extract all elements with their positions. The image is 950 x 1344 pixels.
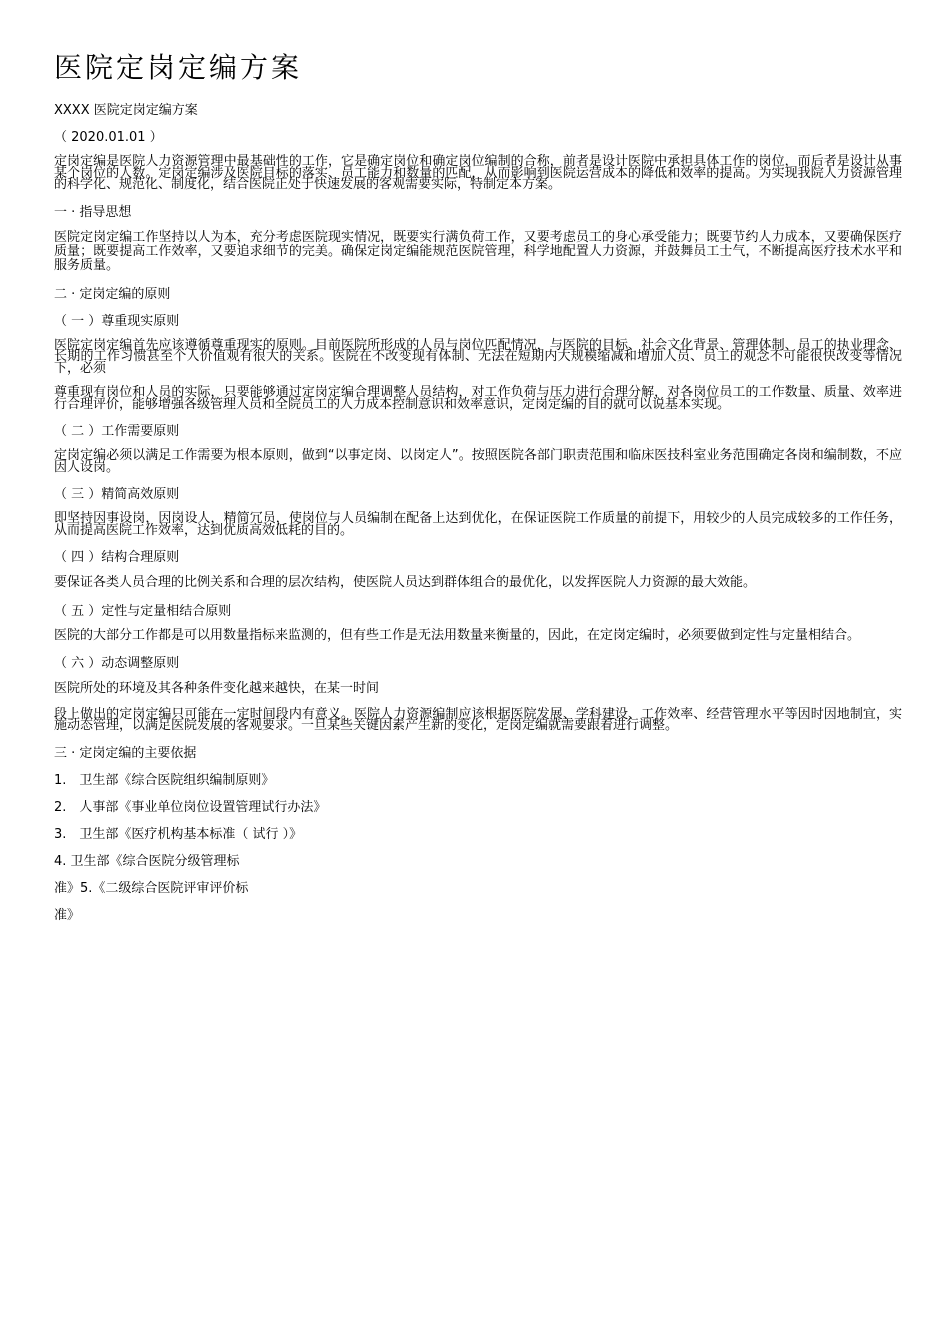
- principle-heading-respect-reality: （ 一 ）尊重现实原则: [54, 313, 180, 329]
- guiding-ideology-paragraph: 医院定岗定编工作坚持以人为本，充分考虑医院现实情况，既要实行满负荷工作，又要考虑员工的身心承受能力；既要节约人力成本，又要确保医疗质量；既要提高工作效率，又要追求细节的完美。确保定岗定编能规范医院管理，科学地配置人力资源，并鼓舞员工士气，不断提高医疗技术水平和服务质量。: [54, 229, 902, 273]
- principle-heading-qualitative-quantitative: （ 五 ）定性与定量相结合原则: [54, 604, 232, 619]
- structure-paragraph: 要保证各类人员合理的比例关系和合理的层次结构，使医院人员达到群体组合的最优化，以发挥医院人力资源的最大效能。: [54, 575, 757, 590]
- basis-item-3: 3. 卫生部《医疗机构基本标准（ 试行 ）》: [54, 826, 303, 842]
- basis-item-2: 2. 人事部《事业单位岗位设置管理试行办法》: [54, 799, 327, 815]
- principle-heading-efficiency: （ 三 ）精简高效原则: [54, 487, 180, 502]
- qualitative-quantitative-paragraph: 医院的大部分工作都是可以用数量指标来监测的，但有些工作是无法用数量来衡量的，因此，在定岗定编时，必须要做到定性与定量相结合。: [54, 628, 861, 643]
- document-title: 医院定岗定编方案: [54, 51, 303, 84]
- respect-reality-paragraph-2: 尊重现有岗位和人员的实际，只要能够通过定岗定编合理调整人员结构，对工作负荷与压力进行合理分解，对各岗位员工的工作数量、质量、效率进行合理评价，能够增强各级管理人员和全院员工的人力成本控制意识和效率意识，定岗定编的目的就可以说基本实现。: [54, 385, 902, 412]
- section-heading-principles: 二 · 定岗定编的原则: [54, 286, 171, 302]
- work-needs-paragraph: 定岗定编必须以满足工作需要为根本原则，做到“以事定岗、以岗定人”。按照医院各部门职责范围和临床医技科室业务范围确定各岗和编制数，不应因人设岗。: [54, 448, 902, 475]
- dynamic-paragraph-1: 医院所处的环境及其各种条件变化越来越快，在某一时间: [54, 680, 380, 696]
- basis-item-4: 4. 卫生部《综合医院分级管理标: [54, 853, 240, 869]
- document-date: （ 2020.01.01 ）: [54, 130, 163, 145]
- respect-reality-paragraph-1: 医院定岗定编首先应该遵循尊重现实的原则。目前医院所形成的人员与岗位匹配情况，与医院的目标、社会文化背景、管理体制、员工的执业理念、长期的工作习惯甚至个人价值观有很大的关系。医院在不改变现有体制、无法在短期内大规模缩减和增加人员、员工的观念不可能很快改变等情况下，必须: [54, 337, 902, 376]
- section-heading-guiding-ideology: 一 · 指导思想: [54, 204, 132, 220]
- principle-heading-work-needs: （ 二 ）工作需要原则: [54, 424, 180, 439]
- basis-item-1: 1. 卫生部《综合医院组织编制原则》: [54, 772, 275, 788]
- basis-item-5: 准》5.《二级综合医院评审评价标: [54, 880, 249, 896]
- basis-item-6: 准》: [54, 907, 81, 923]
- principle-heading-dynamic: （ 六 ）动态调整原则: [54, 655, 180, 671]
- dynamic-paragraph-2: 段上做出的定岗定编只可能在一定时间段内有意义。医院人力资源编制应该根据医院发展、学科建设、工作效率、经营管理水平等因时因地制宜，实施动态管理，以满足医院发展的客观要求。一旦某些关键因素产生新的变化，定岗定编就需要跟着进行调整。: [54, 706, 902, 733]
- intro-paragraph: 定岗定编是医院人力资源管理中最基础性的工作，它是确定岗位和确定岗位编制的合称，前者是设计医院中承担具体工作的岗位，而后者是设计从事某个岗位的人数。定岗定编涉及医院目标的落实、员工能力和数量的匹配，从而影响到医院运营成本的降低和效率的提高。为实现我院人力资源管理的科学化、规范化、制度化，结合医院正处于快速发展的客观需要实际，特制定本方案。: [54, 154, 902, 192]
- principle-heading-structure: （ 四 ）结构合理原则: [54, 550, 180, 565]
- section-heading-basis: 三 · 定岗定编的主要依据: [54, 745, 197, 761]
- document-page: [54, 48, 902, 934]
- document-subtitle: XXXX 医院定岗定编方案: [54, 103, 198, 118]
- efficiency-paragraph: 即坚持因事设岗，因岗设人，精简冗员，使岗位与人员编制在配备上达到优化，在保证医院工作质量的前提下，用较少的人员完成较多的工作任务，从而提高医院工作效率，达到优质高效低耗的目的。: [54, 511, 902, 538]
